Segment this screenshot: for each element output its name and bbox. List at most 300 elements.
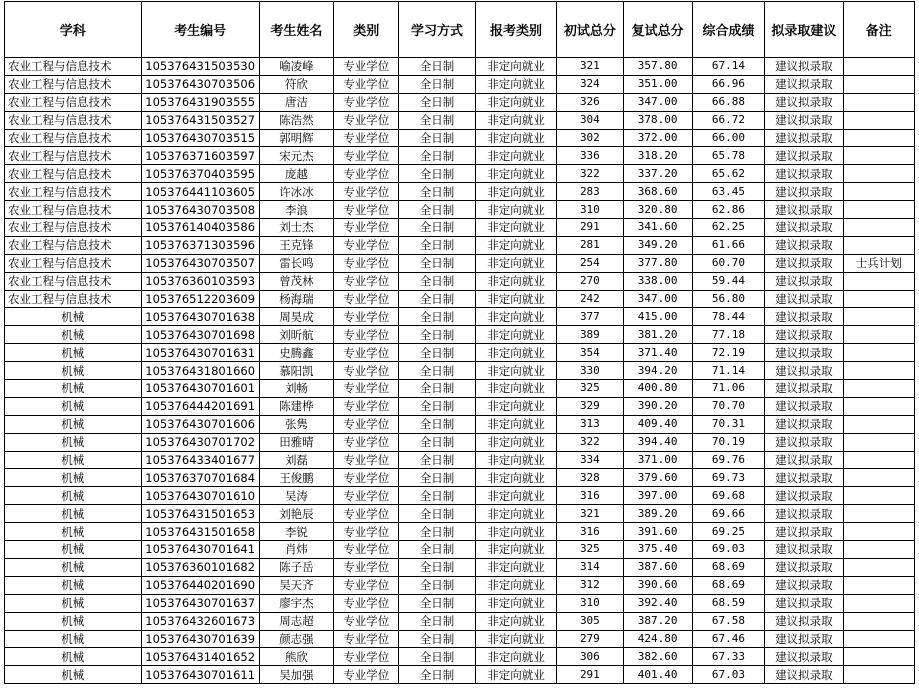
cell-admission-advice: 建议拟录取 [765, 469, 843, 487]
cell-prelim-score: 314 [557, 558, 623, 576]
cell-admission-advice: 建议拟录取 [765, 505, 843, 523]
cell-retest-score: 377.80 [623, 254, 692, 272]
cell-study-mode: 全日制 [399, 272, 475, 290]
cell-category: 专业学位 [334, 93, 399, 111]
cell-category: 专业学位 [334, 201, 399, 219]
cell-remarks [843, 272, 914, 290]
cell-study-mode: 全日制 [399, 380, 475, 398]
table-row [5, 93, 915, 111]
cell-subject: 机械 [5, 541, 142, 559]
cell-name: 廖宇杰 [259, 594, 333, 612]
cell-overall-score: 68.69 [692, 576, 764, 594]
cell-prelim-score: 270 [557, 272, 623, 290]
cell-prelim-score: 377 [557, 308, 623, 326]
cell-overall-score: 61.66 [692, 236, 764, 254]
header-cell-retest-score: 复试总分 [623, 2, 692, 58]
cell-application-type: 非定向就业 [475, 469, 557, 487]
cell-study-mode: 全日制 [399, 58, 475, 76]
cell-category: 专业学位 [334, 666, 399, 684]
cell-admission-advice: 建议拟录取 [765, 254, 843, 272]
cell-subject: 机械 [5, 523, 142, 541]
cell-subject: 机械 [5, 505, 142, 523]
cell-subject: 农业工程与信息技术 [5, 254, 142, 272]
cell-overall-score: 69.03 [692, 541, 764, 559]
cell-subject: 机械 [5, 558, 142, 576]
cell-category: 专业学位 [334, 362, 399, 380]
cell-name: 陈建桦 [259, 397, 333, 415]
cell-application-type: 非定向就业 [475, 344, 557, 362]
cell-admission-advice: 建议拟录取 [765, 272, 843, 290]
cell-overall-score: 67.58 [692, 612, 764, 630]
cell-study-mode: 全日制 [399, 433, 475, 451]
cell-prelim-score: 336 [557, 147, 623, 165]
table-row [5, 541, 915, 559]
table-row [5, 433, 915, 451]
table-row [5, 201, 915, 219]
cell-category: 专业学位 [334, 58, 399, 76]
table-row [5, 75, 915, 93]
table-row [5, 576, 915, 594]
cell-overall-score: 67.33 [692, 648, 764, 666]
cell-category: 专业学位 [334, 272, 399, 290]
cell-prelim-score: 306 [557, 648, 623, 666]
cell-subject: 机械 [5, 397, 142, 415]
header-row [5, 2, 915, 58]
cell-name: 周志超 [259, 612, 333, 630]
cell-prelim-score: 316 [557, 523, 623, 541]
cell-application-type: 非定向就业 [475, 236, 557, 254]
cell-retest-score: 394.20 [623, 362, 692, 380]
cell-retest-score: 387.60 [623, 558, 692, 576]
cell-subject: 机械 [5, 594, 142, 612]
cell-category: 专业学位 [334, 397, 399, 415]
cell-name: 刘艳辰 [259, 505, 333, 523]
cell-study-mode: 全日制 [399, 505, 475, 523]
cell-retest-score: 387.20 [623, 612, 692, 630]
table-row [5, 666, 915, 684]
cell-candidate-id: 105376360101682 [141, 558, 259, 576]
cell-retest-score: 400.80 [623, 380, 692, 398]
cell-study-mode: 全日制 [399, 648, 475, 666]
cell-retest-score: 389.20 [623, 505, 692, 523]
cell-admission-advice: 建议拟录取 [765, 111, 843, 129]
cell-subject: 农业工程与信息技术 [5, 183, 142, 201]
cell-remarks [843, 236, 914, 254]
table-row [5, 594, 915, 612]
table-row [5, 290, 915, 308]
cell-category: 专业学位 [334, 541, 399, 559]
cell-retest-score: 351.00 [623, 75, 692, 93]
table-row [5, 415, 915, 433]
cell-study-mode: 全日制 [399, 201, 475, 219]
cell-name: 唐洁 [259, 93, 333, 111]
cell-category: 专业学位 [334, 433, 399, 451]
cell-overall-score: 69.68 [692, 487, 764, 505]
cell-category: 专业学位 [334, 75, 399, 93]
cell-remarks [843, 594, 914, 612]
cell-admission-advice: 建议拟录取 [765, 415, 843, 433]
cell-prelim-score: 330 [557, 362, 623, 380]
cell-candidate-id: 105376431503527 [141, 111, 259, 129]
cell-admission-advice: 建议拟录取 [765, 630, 843, 648]
cell-admission-advice: 建议拟录取 [765, 201, 843, 219]
table-row [5, 129, 915, 147]
cell-subject: 机械 [5, 487, 142, 505]
cell-application-type: 非定向就业 [475, 75, 557, 93]
table-row [5, 183, 915, 201]
cell-category: 专业学位 [334, 219, 399, 237]
cell-admission-advice: 建议拟录取 [765, 487, 843, 505]
cell-name: 许冰冰 [259, 183, 333, 201]
cell-remarks [843, 630, 914, 648]
cell-overall-score: 72.19 [692, 344, 764, 362]
cell-admission-advice: 建议拟录取 [765, 541, 843, 559]
table-row [5, 630, 915, 648]
cell-study-mode: 全日制 [399, 397, 475, 415]
cell-retest-score: 318.20 [623, 147, 692, 165]
cell-subject: 农业工程与信息技术 [5, 165, 142, 183]
cell-admission-advice: 建议拟录取 [765, 380, 843, 398]
cell-study-mode: 全日制 [399, 666, 475, 684]
cell-category: 专业学位 [334, 165, 399, 183]
cell-subject: 农业工程与信息技术 [5, 93, 142, 111]
cell-overall-score: 62.86 [692, 201, 764, 219]
cell-name: 周昊成 [259, 308, 333, 326]
table-row [5, 380, 915, 398]
cell-retest-score: 390.20 [623, 397, 692, 415]
cell-admission-advice: 建议拟录取 [765, 433, 843, 451]
cell-subject: 机械 [5, 630, 142, 648]
cell-name: 陈子岳 [259, 558, 333, 576]
cell-application-type: 非定向就业 [475, 380, 557, 398]
cell-category: 专业学位 [334, 451, 399, 469]
cell-name: 雷长鸣 [259, 254, 333, 272]
cell-retest-score: 397.00 [623, 487, 692, 505]
cell-application-type: 非定向就业 [475, 165, 557, 183]
cell-prelim-score: 322 [557, 433, 623, 451]
cell-retest-score: 392.40 [623, 594, 692, 612]
cell-study-mode: 全日制 [399, 576, 475, 594]
cell-remarks [843, 165, 914, 183]
cell-remarks [843, 648, 914, 666]
cell-candidate-id: 105376430701631 [141, 344, 259, 362]
cell-overall-score: 69.73 [692, 469, 764, 487]
cell-remarks [843, 183, 914, 201]
cell-admission-advice: 建议拟录取 [765, 594, 843, 612]
table-body [5, 58, 915, 684]
cell-candidate-id: 105376431903555 [141, 93, 259, 111]
cell-study-mode: 全日制 [399, 183, 475, 201]
cell-overall-score: 71.14 [692, 362, 764, 380]
cell-category: 专业学位 [334, 612, 399, 630]
cell-retest-score: 368.60 [623, 183, 692, 201]
cell-application-type: 非定向就业 [475, 630, 557, 648]
cell-subject: 机械 [5, 308, 142, 326]
cell-remarks: 士兵计划 [843, 254, 914, 272]
cell-subject: 农业工程与信息技术 [5, 272, 142, 290]
cell-application-type: 非定向就业 [475, 648, 557, 666]
admission-table [4, 1, 915, 684]
header-cell-category: 类别 [334, 2, 399, 58]
cell-remarks [843, 487, 914, 505]
cell-retest-score: 394.40 [623, 433, 692, 451]
cell-candidate-id: 105376371303596 [141, 236, 259, 254]
table-row [5, 326, 915, 344]
cell-application-type: 非定向就业 [475, 505, 557, 523]
cell-prelim-score: 279 [557, 630, 623, 648]
cell-application-type: 非定向就业 [475, 362, 557, 380]
cell-category: 专业学位 [334, 487, 399, 505]
cell-remarks [843, 129, 914, 147]
cell-application-type: 非定向就业 [475, 111, 557, 129]
cell-name: 李锐 [259, 523, 333, 541]
cell-prelim-score: 291 [557, 666, 623, 684]
cell-candidate-id: 105376430701610 [141, 487, 259, 505]
table-row [5, 308, 915, 326]
header-cell-remarks: 备注 [843, 2, 914, 58]
cell-category: 专业学位 [334, 380, 399, 398]
cell-candidate-id: 105376431401652 [141, 648, 259, 666]
cell-study-mode: 全日制 [399, 612, 475, 630]
header-cell-prelim-score: 初试总分 [557, 2, 623, 58]
cell-prelim-score: 313 [557, 415, 623, 433]
cell-remarks [843, 541, 914, 559]
cell-overall-score: 69.25 [692, 523, 764, 541]
cell-name: 吴涛 [259, 487, 333, 505]
cell-candidate-id: 105376430701601 [141, 380, 259, 398]
cell-study-mode: 全日制 [399, 523, 475, 541]
cell-remarks [843, 93, 914, 111]
cell-name: 刘士杰 [259, 219, 333, 237]
cell-prelim-score: 325 [557, 541, 623, 559]
cell-prelim-score: 321 [557, 505, 623, 523]
cell-application-type: 非定向就业 [475, 201, 557, 219]
cell-admission-advice: 建议拟录取 [765, 666, 843, 684]
cell-admission-advice: 建议拟录取 [765, 397, 843, 415]
cell-retest-score: 320.80 [623, 201, 692, 219]
cell-retest-score: 372.00 [623, 129, 692, 147]
cell-remarks [843, 75, 914, 93]
cell-prelim-score: 328 [557, 469, 623, 487]
cell-study-mode: 全日制 [399, 541, 475, 559]
cell-candidate-id: 105376140403586 [141, 219, 259, 237]
cell-admission-advice: 建议拟录取 [765, 558, 843, 576]
cell-prelim-score: 291 [557, 219, 623, 237]
cell-prelim-score: 324 [557, 75, 623, 93]
cell-subject: 农业工程与信息技术 [5, 129, 142, 147]
cell-admission-advice: 建议拟录取 [765, 576, 843, 594]
cell-candidate-id: 105376444201691 [141, 397, 259, 415]
cell-admission-advice: 建议拟录取 [765, 290, 843, 308]
cell-candidate-id: 105376430703508 [141, 201, 259, 219]
cell-admission-advice: 建议拟录取 [765, 219, 843, 237]
cell-prelim-score: 329 [557, 397, 623, 415]
cell-retest-score: 338.00 [623, 272, 692, 290]
cell-prelim-score: 334 [557, 451, 623, 469]
cell-admission-advice: 建议拟录取 [765, 648, 843, 666]
cell-candidate-id: 105376430703506 [141, 75, 259, 93]
cell-retest-score: 349.20 [623, 236, 692, 254]
cell-category: 专业学位 [334, 630, 399, 648]
cell-overall-score: 70.19 [692, 433, 764, 451]
cell-remarks [843, 576, 914, 594]
cell-admission-advice: 建议拟录取 [765, 93, 843, 111]
cell-retest-score: 371.00 [623, 451, 692, 469]
cell-category: 专业学位 [334, 505, 399, 523]
cell-overall-score: 71.06 [692, 380, 764, 398]
cell-category: 专业学位 [334, 415, 399, 433]
cell-application-type: 非定向就业 [475, 147, 557, 165]
cell-study-mode: 全日制 [399, 147, 475, 165]
table-row [5, 272, 915, 290]
cell-candidate-id: 105376430701606 [141, 415, 259, 433]
cell-name: 刘畅 [259, 380, 333, 398]
cell-name: 庞越 [259, 165, 333, 183]
cell-candidate-id: 105376440201690 [141, 576, 259, 594]
cell-category: 专业学位 [334, 147, 399, 165]
cell-application-type: 非定向就业 [475, 290, 557, 308]
cell-overall-score: 59.44 [692, 272, 764, 290]
cell-retest-score: 390.60 [623, 576, 692, 594]
cell-subject: 机械 [5, 451, 142, 469]
cell-subject: 机械 [5, 415, 142, 433]
cell-study-mode: 全日制 [399, 93, 475, 111]
cell-name: 符欣 [259, 75, 333, 93]
cell-study-mode: 全日制 [399, 487, 475, 505]
cell-overall-score: 65.78 [692, 147, 764, 165]
cell-study-mode: 全日制 [399, 165, 475, 183]
cell-application-type: 非定向就业 [475, 612, 557, 630]
cell-name: 喻凌峰 [259, 58, 333, 76]
cell-category: 专业学位 [334, 111, 399, 129]
cell-candidate-id: 105376431501658 [141, 523, 259, 541]
cell-retest-score: 357.80 [623, 58, 692, 76]
cell-retest-score: 341.60 [623, 219, 692, 237]
cell-name: 杨海瑞 [259, 290, 333, 308]
cell-candidate-id: 105376441103605 [141, 183, 259, 201]
cell-subject: 机械 [5, 648, 142, 666]
cell-name: 郭明辉 [259, 129, 333, 147]
cell-prelim-score: 316 [557, 487, 623, 505]
cell-remarks [843, 308, 914, 326]
cell-application-type: 非定向就业 [475, 594, 557, 612]
cell-admission-advice: 建议拟录取 [765, 612, 843, 630]
cell-overall-score: 67.46 [692, 630, 764, 648]
cell-name: 陈浩然 [259, 111, 333, 129]
cell-category: 专业学位 [334, 254, 399, 272]
cell-overall-score: 66.88 [692, 93, 764, 111]
cell-remarks [843, 433, 914, 451]
cell-study-mode: 全日制 [399, 362, 475, 380]
cell-candidate-id: 105376430701637 [141, 594, 259, 612]
table-row [5, 487, 915, 505]
cell-admission-advice: 建议拟录取 [765, 129, 843, 147]
cell-subject: 机械 [5, 576, 142, 594]
cell-prelim-score: 322 [557, 165, 623, 183]
cell-subject: 农业工程与信息技术 [5, 75, 142, 93]
cell-application-type: 非定向就业 [475, 433, 557, 451]
cell-prelim-score: 310 [557, 201, 623, 219]
cell-category: 专业学位 [334, 183, 399, 201]
cell-prelim-score: 326 [557, 93, 623, 111]
cell-retest-score: 379.60 [623, 469, 692, 487]
cell-retest-score: 391.60 [623, 523, 692, 541]
cell-admission-advice: 建议拟录取 [765, 236, 843, 254]
cell-retest-score: 375.40 [623, 541, 692, 559]
cell-application-type: 非定向就业 [475, 558, 557, 576]
cell-subject: 机械 [5, 380, 142, 398]
cell-overall-score: 77.18 [692, 326, 764, 344]
cell-remarks [843, 415, 914, 433]
cell-application-type: 非定向就业 [475, 397, 557, 415]
cell-study-mode: 全日制 [399, 594, 475, 612]
table-row [5, 469, 915, 487]
cell-application-type: 非定向就业 [475, 272, 557, 290]
cell-candidate-id: 105376512203609 [141, 290, 259, 308]
table-row [5, 236, 915, 254]
cell-subject: 农业工程与信息技术 [5, 58, 142, 76]
cell-remarks [843, 523, 914, 541]
cell-name: 田雅晴 [259, 433, 333, 451]
cell-application-type: 非定向就业 [475, 183, 557, 201]
cell-application-type: 非定向就业 [475, 415, 557, 433]
cell-overall-score: 67.03 [692, 666, 764, 684]
cell-study-mode: 全日制 [399, 326, 475, 344]
cell-subject: 农业工程与信息技术 [5, 111, 142, 129]
cell-admission-advice: 建议拟录取 [765, 75, 843, 93]
table-row [5, 523, 915, 541]
table-row [5, 362, 915, 380]
header-cell-subject: 学科 [5, 2, 142, 58]
cell-remarks [843, 219, 914, 237]
table-row [5, 558, 915, 576]
header-cell-application-type: 报考类别 [475, 2, 557, 58]
cell-application-type: 非定向就业 [475, 541, 557, 559]
cell-name: 张隽 [259, 415, 333, 433]
cell-name: 王俊鹏 [259, 469, 333, 487]
cell-remarks [843, 397, 914, 415]
cell-subject: 机械 [5, 326, 142, 344]
cell-study-mode: 全日制 [399, 558, 475, 576]
cell-study-mode: 全日制 [399, 308, 475, 326]
cell-candidate-id: 105376430703507 [141, 254, 259, 272]
cell-study-mode: 全日制 [399, 630, 475, 648]
table-row [5, 165, 915, 183]
cell-retest-score: 409.40 [623, 415, 692, 433]
table-row [5, 254, 915, 272]
cell-name: 宋元杰 [259, 147, 333, 165]
cell-category: 专业学位 [334, 576, 399, 594]
cell-name: 刘昕航 [259, 326, 333, 344]
table-row [5, 147, 915, 165]
cell-study-mode: 全日制 [399, 236, 475, 254]
cell-category: 专业学位 [334, 648, 399, 666]
cell-overall-score: 70.31 [692, 415, 764, 433]
cell-candidate-id: 105376370403595 [141, 165, 259, 183]
cell-overall-score: 56.80 [692, 290, 764, 308]
header-cell-candidate-id: 考生编号 [141, 2, 259, 58]
cell-category: 专业学位 [334, 594, 399, 612]
cell-overall-score: 68.59 [692, 594, 764, 612]
cell-application-type: 非定向就业 [475, 308, 557, 326]
cell-subject: 机械 [5, 433, 142, 451]
cell-prelim-score: 254 [557, 254, 623, 272]
cell-application-type: 非定向就业 [475, 254, 557, 272]
cell-admission-advice: 建议拟录取 [765, 165, 843, 183]
cell-overall-score: 62.25 [692, 219, 764, 237]
cell-retest-score: 347.00 [623, 93, 692, 111]
cell-remarks [843, 380, 914, 398]
